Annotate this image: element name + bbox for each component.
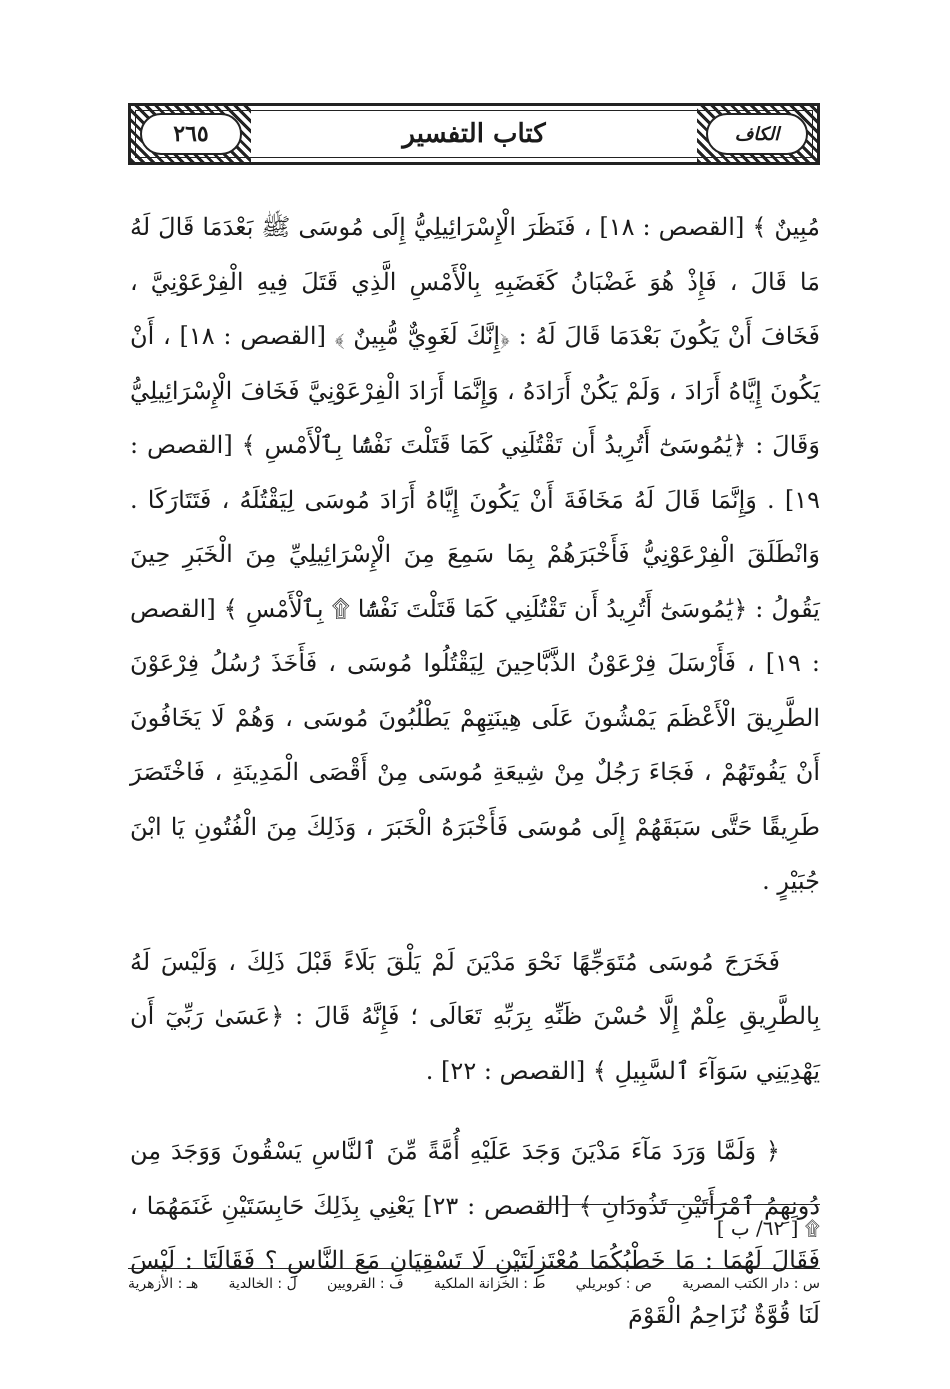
paragraph-1: مُبِينٌ ﴾ [القصص : ١٨] ، فَنَظَرَ الْإِسْرَائِيلِيُّ إِلَى مُوسَى ﷺ بَعْدَمَا قَالَ لَهُ مَا قَالَ ، فَإِذْ هُوَ غَضْبَانُ كَغَضَبِهِ بِالْأَمْسِ الَّذِي قَتَلَ فِيهِ الْفِرْعَوْنِيَّ ، فَخَافَ أَنْ يَكُونَ بَعْدَمَا قَالَ لَهُ : ﴿إِنَّكَ لَغَوِيٌّ مُّبِينٌ ﴾ [القصص : ١٨] ، أَنْ يَكُونَ إِيَّاهُ أَرَادَ ، وَلَمْ يَكُنْ أَرَادَهُ ، وَإِنَّمَا أَرَادَ الْفِرْعَوْنِيَّ فَخَافَ الْإِسْرَائِيلِيُّ وَقَالَ : ﴿يَٰمُوسَىٰٓ أَتُرِيدُ أَن تَقْتُلَنِي كَمَا قَتَلْتَ نَفْسًۢا بِٱلْأَمْسِ ﴾ [القصص : ١٩] . وَإِنَّمَا قَالَ لَهُ مَخَافَةَ أَنْ يَكُونَ إِيَّاهُ أَرَادَ مُوسَى لِيَقْتُلَهُ ، فَتَتَارَكَا . وَانْطَلَقَ الْفِرْعَوْنِيُّ فَأَخْبَرَهُمْ بِمَا سَمِعَ مِنَ الْإِسْرَائِيلِيِّ مِنَ الْخَبَرِ حِينَ يَقُولُ : ﴿يَٰمُوسَىٰٓ أَتُرِيدُ أَن تَقْتُلَنِي كَمَا قَتَلْتَ نَفْسًۢا ۩ بِٱلْأَمْسِ ﴾ [القصص : ١٩] ، فَأَرْسَلَ فِرْعَوْنُ الذَّبَّاحِينَ لِيَقْتُلُوا مُوسَى ، فَأَخَذَ رُسُلُ فِرْعَوْنَ الطَّرِيقَ الْأَعْظَمَ يَمْشُونَ عَلَى هِينَتِهِمْ يَطْلُبُونَ مُوسَى ، وَهُمْ لَا يَخَافُونَ أَنْ يَفُوتَهُمْ ، فَجَاءَ رَجُلٌ مِنْ شِيعَةِ مُوسَى مِنْ أَقْصَى الْمَدِينَةِ ، فَاخْتَصَرَ طَرِيقًا حَتَّى سَبَقَهُمْ إِلَى مُوسَى فَأَخْبَرَهُ الْخَبَرَ ، وَذَلِكَ مِنَ الْفُتُونِ يَا ابْنَ جُبَيْرٍ .: [130, 213, 821, 895]
header-ornament-left: [131, 106, 251, 162]
siglum-lam: ل : الخالدية: [228, 1276, 297, 1292]
book-title: كتاب التفسير: [402, 119, 546, 149]
header-ornament-right: [697, 106, 817, 162]
siglum-fa: ف : القرويين: [326, 1276, 404, 1292]
footnote: ۩ [ ٦٢/ ب ]: [716, 1216, 820, 1240]
manuscript-sigla: [128, 1276, 820, 1292]
siglum-sad: ص : كوبريلي: [575, 1276, 652, 1292]
siglum-ta: ط : الخزانة الملكية: [433, 1276, 546, 1292]
page-header: [128, 103, 820, 165]
footnote-divider: [540, 1204, 820, 1205]
paragraph-2: فَخَرَجَ مُوسَى مُتَوَجِّهًا نَحْوَ مَدْيَنَ لَمْ يَلْقَ بَلَاءً قَبْلَ ذَلِكَ ، وَلَيْسَ لَهُ بِالطَّرِيقِ عِلْمٌ إِلَّا حُسْنَ ظَنِّهِ بِرَبِّهِ تَعَالَى ؛ فَإِنَّهُ قَالَ : ﴿عَسَىٰ رَبِّيٓ أَن يَهْدِيَنِي سَوَآءَ ٱلسَّبِيلِ ﴾ [القصص : ٢٢] .: [130, 947, 820, 1085]
publisher-logo: الكاف: [706, 113, 808, 155]
main-text: [130, 200, 820, 1368]
paragraph-3: ﴿ وَلَمَّا وَرَدَ مَآءَ مَدْيَنَ وَجَدَ عَلَيْهِ أُمَّةً مِّنَ ٱلنَّاسِ يَسْقُونَ وَوَجَدَ مِن دُونِهِمُ ٱمْرَأَتَيْنِ تَذُودَانِ ﴾ [القصص : ٢٣] يَعْنِي بِذَلِكَ حَابِسَتَيْنِ غَنَمَهُمَا ، فَقَالَ لَهُمَا : مَا خَطْبُكُمَا مُعْتَزِلَتَيْنِ لَا تَسْقِيَانِ مَعَ النَّاسِ ؟ فَقَالَتَا : لَيْسَ لَنَا قُوَّةٌ نُزَاحِمُ الْقَوْمَ: [130, 1137, 821, 1329]
siglum-sin: س : دار الكتب المصرية: [682, 1276, 820, 1292]
sigla-divider: [128, 1268, 820, 1269]
page-number: ٢٦٥: [140, 113, 242, 155]
siglum-ha: هـ : الأزهرية: [128, 1276, 199, 1292]
